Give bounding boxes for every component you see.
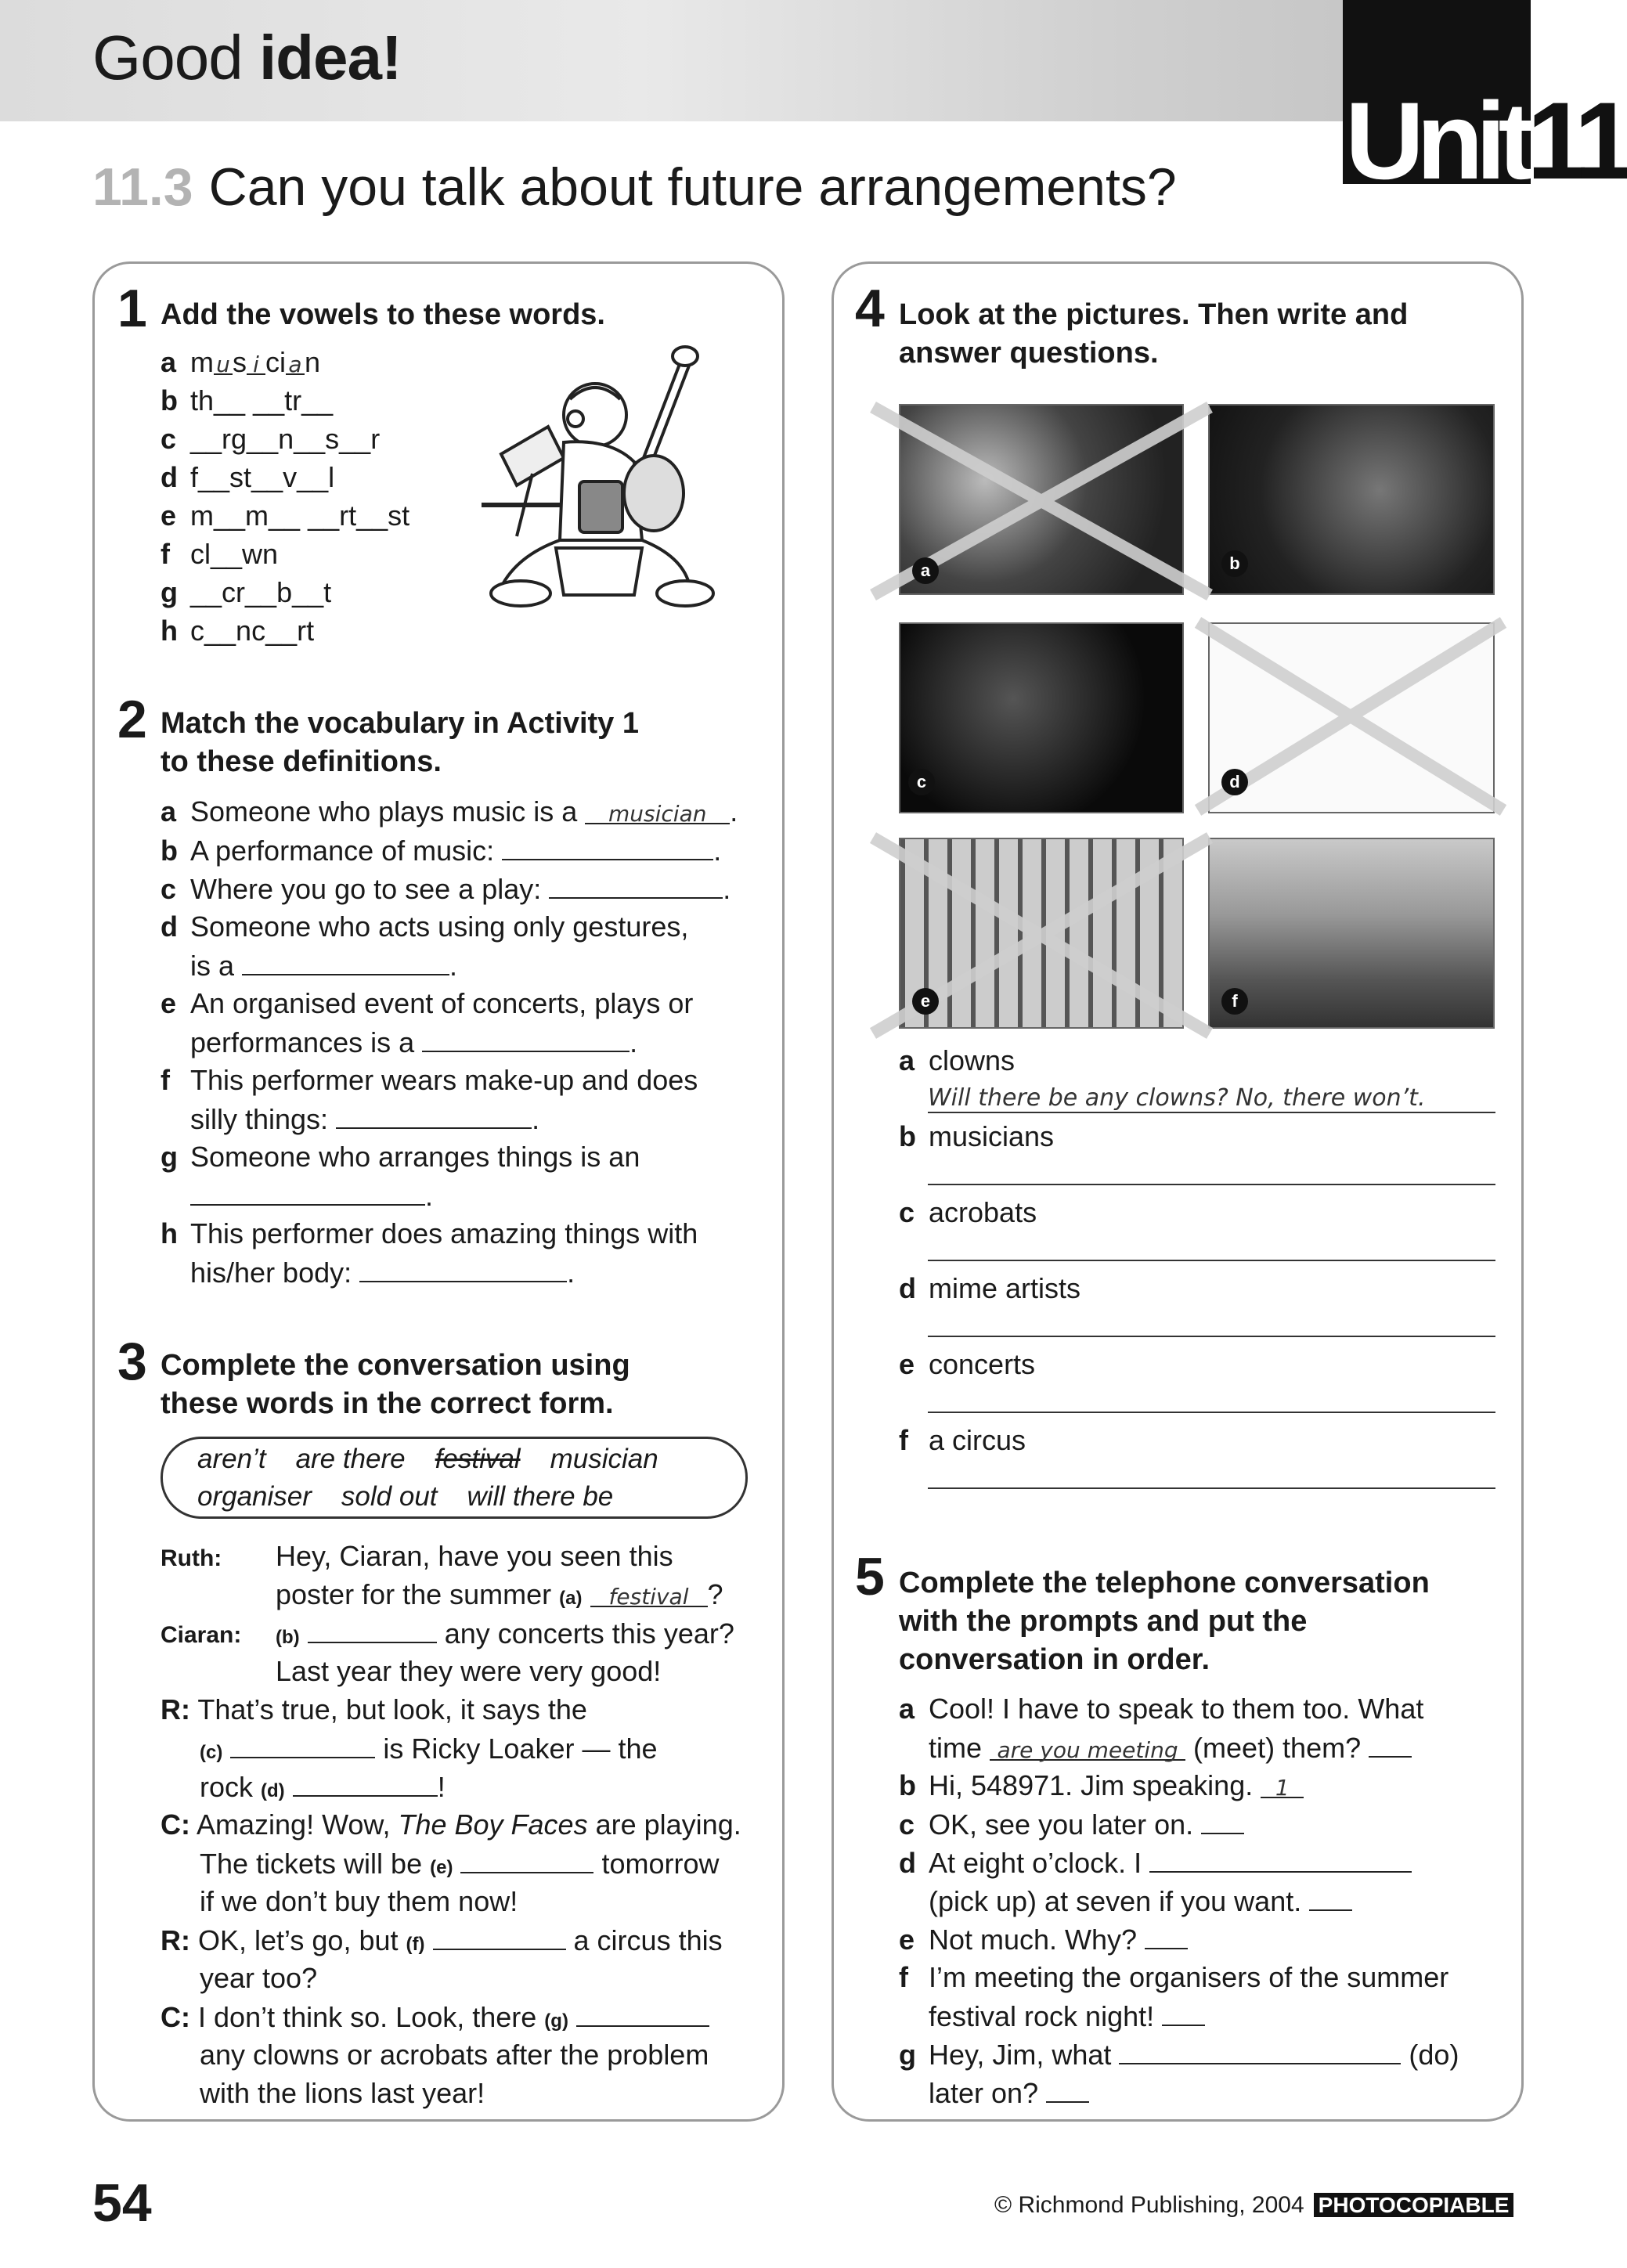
ex4-item-a: a clowns <box>899 1044 1016 1076</box>
ex4-answer-line-e[interactable] <box>928 1412 1495 1413</box>
musician-illustration <box>485 344 720 615</box>
ex1-item-c[interactable]: c __rg__n__s__r <box>161 423 381 455</box>
ex5-item-d-line1[interactable]: d At eight o’clock. I <box>899 1843 1412 1882</box>
series-title: Good idea! <box>92 23 402 92</box>
photo-tag-d: d <box>1221 769 1248 795</box>
photo-musicians <box>1208 404 1495 595</box>
word-sold-out: sold out <box>341 1481 438 1512</box>
ex5-item-c[interactable]: c OK, see you later on. <box>899 1805 1244 1844</box>
ex2-heading-line2: to these definitions. <box>161 745 442 778</box>
ex4-heading-line2: answer questions. <box>899 337 1159 370</box>
ex5-item-g-line2[interactable]: later on? <box>929 2073 1089 2112</box>
ex1-heading: Add the vowels to these words. <box>161 298 605 331</box>
ex2-item-e-line1: e An organised event of concerts, plays or <box>161 987 694 1019</box>
ex2-heading-line1: Match the vocabulary in Activity 1 <box>161 707 639 740</box>
word-festival: festival <box>435 1444 521 1474</box>
word-arent: aren’t <box>197 1444 266 1474</box>
ex3-line8: C: Amazing! Wow, The Boy Faces are playing. <box>161 1808 741 1841</box>
ex3-ciaran-label: Ciaran: <box>161 1622 242 1648</box>
photocopiable-badge: PHOTOCOPIABLE <box>1314 2193 1514 2217</box>
ex2-item-b[interactable]: b A performance of music: . <box>161 831 721 870</box>
ex3-line7[interactable]: rock (d) ! <box>200 1767 446 1810</box>
ex2-item-d-line2[interactable]: is a . <box>190 946 457 985</box>
ex3-line12: year too? <box>200 1962 318 1994</box>
ex5-item-a-line1: a Cool! I have to speak to them too. What <box>899 1693 1424 1725</box>
ex3-heading-line1: Complete the conversation using <box>161 1349 630 1382</box>
ex2-item-d-line1: d Someone who acts using only gestures, <box>161 910 689 943</box>
ex3-line6[interactable]: (c) is Ricky Loaker — the <box>200 1729 658 1772</box>
ex5-item-g-line1[interactable]: g Hey, Jim, what (do) <box>899 2035 1459 2074</box>
ex2-item-e-line2[interactable]: performances is a . <box>190 1022 637 1062</box>
section-title: 11.3 Can you talk about future arrangements? <box>92 157 1177 217</box>
copyright: © Richmond Publishing, 2004 PHOTOCOPIABLE <box>994 2192 1513 2219</box>
ex2-item-h-line1: h This performer does amazing things with <box>161 1217 698 1249</box>
ex3-line10: if we don’t buy them now! <box>200 1885 518 1917</box>
ex5-item-f-line1: f I’m meeting the organisers of the summer <box>899 1961 1449 1993</box>
word-are-there: are there <box>295 1444 406 1474</box>
ex4-answer-a[interactable]: Will there be any clowns? No, there won’t. <box>928 1084 1426 1112</box>
ex2-item-a[interactable]: a Someone who plays music is a musician . <box>161 795 738 828</box>
ex2-item-f-line1: f This performer wears make-up and does <box>161 1064 698 1096</box>
ex3-line4: Last year they were very good! <box>276 1655 662 1687</box>
ex5-heading-line2: with the prompts and put the <box>899 1605 1308 1638</box>
ex4-item-b: b musicians <box>899 1120 1055 1152</box>
ex5-item-a-line2[interactable]: time are you meeting (meet) them? <box>929 1728 1412 1767</box>
ex4-answer-line-a[interactable] <box>928 1112 1495 1113</box>
ex3-line15: with the lions last year! <box>200 2077 485 2109</box>
word-will-there-be: will there be <box>467 1481 614 1512</box>
ex5-item-d-line2[interactable]: (pick up) at seven if you want. <box>929 1881 1352 1920</box>
ex3-line5: R: That’s true, but look, it says the <box>161 1693 587 1725</box>
ex5-item-f-line2[interactable]: festival rock night! <box>929 1996 1205 2035</box>
photo-acrobats <box>899 622 1184 813</box>
ex3-line2[interactable]: poster for the summer (a) festival ? <box>276 1578 723 1610</box>
ex1-item-a[interactable]: a m us i ci an <box>161 346 321 378</box>
ex1-item-e[interactable]: e m__m__ __rt__st <box>161 499 410 532</box>
ex5-item-b[interactable]: b Hi, 548971. Jim speaking. 1 <box>899 1766 1304 1805</box>
ex4-item-f: f a circus <box>899 1424 1026 1456</box>
unit-label: Unit11 <box>1345 79 1627 202</box>
photo-tag-b: b <box>1221 550 1248 577</box>
word-organiser: organiser <box>197 1481 312 1512</box>
ex4-answer-line-b[interactable] <box>928 1184 1495 1185</box>
ex3-line9[interactable]: The tickets will be (e) tomorrow <box>200 1844 720 1887</box>
ex2-item-g-line2[interactable]: . <box>190 1176 433 1215</box>
ex4-answer-line-f[interactable] <box>928 1487 1495 1489</box>
ex1-item-f[interactable]: f cl__wn <box>161 538 279 570</box>
photo-tag-e: e <box>912 988 939 1015</box>
ex2-item-h-line2[interactable]: his/her body: . <box>190 1253 575 1292</box>
ex5-item-e[interactable]: e Not much. Why? <box>899 1920 1188 1959</box>
ex1-item-g[interactable]: g __cr__b__t <box>161 576 332 608</box>
page-number: 54 <box>92 2173 152 2233</box>
ex4-answer-line-c[interactable] <box>928 1260 1495 1261</box>
ex1-item-d[interactable]: d f__st__v__l <box>161 461 335 493</box>
ex2-item-c[interactable]: c Where you go to see a play: . <box>161 869 731 908</box>
ex3-ruth-label: Ruth: <box>161 1545 222 1571</box>
ex4-item-e: e concerts <box>899 1348 1036 1380</box>
ex1-item-h[interactable]: h c__nc__rt <box>161 615 315 647</box>
ex3-number: 3 <box>117 1332 147 1391</box>
ex3-line3[interactable]: (b) any concerts this year? <box>276 1614 734 1657</box>
photo-tag-a: a <box>912 557 939 584</box>
ex3-heading-line2: these words in the correct form. <box>161 1387 614 1420</box>
photo-circus-tent <box>1208 838 1495 1029</box>
ex3-line11[interactable]: R: OK, let’s go, but (f) a circus this <box>161 1920 723 1963</box>
ex1-item-b[interactable]: b th__ __tr__ <box>161 384 334 416</box>
ex4-item-d: d mime artists <box>899 1272 1081 1304</box>
ex2-item-g-line1: g Someone who arranges things is an <box>161 1141 640 1173</box>
ex3-line13[interactable]: C: I don’t think so. Look, there (g) <box>161 1997 709 2040</box>
ex3-line1: Hey, Ciaran, have you seen this <box>276 1540 673 1572</box>
word-box <box>161 1437 748 1519</box>
ex2-number: 2 <box>117 690 147 749</box>
ex4-item-c: c acrobats <box>899 1196 1037 1228</box>
ex5-heading-line3: conversation in order. <box>899 1643 1210 1676</box>
word-musician: musician <box>550 1444 658 1474</box>
ex5-number: 5 <box>855 1547 885 1606</box>
ex4-number: 4 <box>855 279 885 338</box>
ex1-number: 1 <box>117 279 147 338</box>
ex4-answer-line-d[interactable] <box>928 1336 1495 1337</box>
photo-tag-c: c <box>908 769 935 795</box>
photo-tag-f: f <box>1221 988 1248 1015</box>
ex3-line14: any clowns or acrobats after the problem <box>200 2039 709 2071</box>
ex5-heading-line1: Complete the telephone conversation <box>899 1567 1430 1599</box>
ex2-item-f-line2[interactable]: silly things: . <box>190 1099 539 1138</box>
ex4-heading-line1: Look at the pictures. Then write and <box>899 298 1409 331</box>
